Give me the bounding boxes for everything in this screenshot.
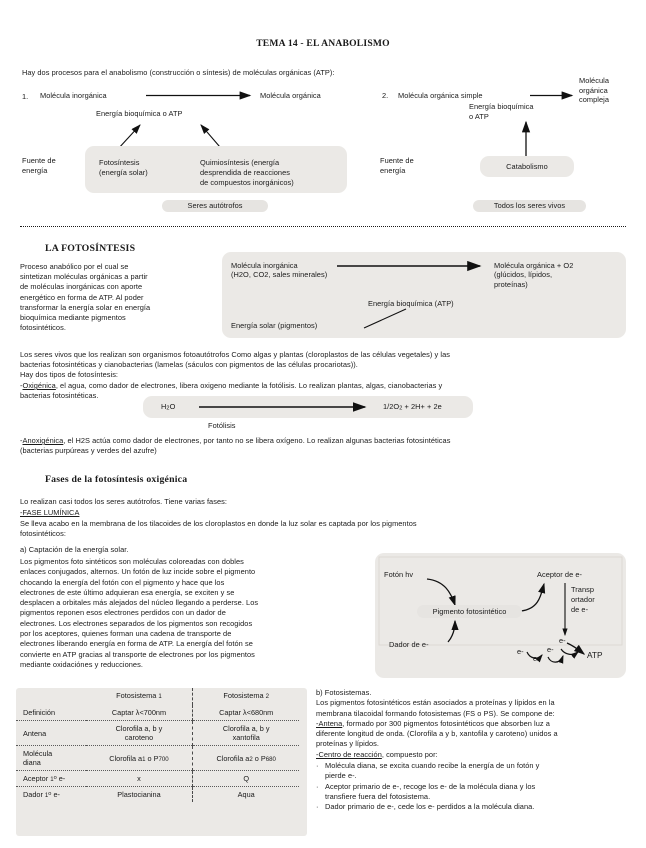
bullet-1-text — [325, 761, 539, 782]
sa-line-4: electrones de este último adquieran esa energía, se exciten y se — [20, 587, 235, 597]
anoxigenica-text-1: , el H2S actúa como dador de electrones, por tanto no se libera oxígeno. Lo realizan algunas bacterias fotosintéticas — [63, 436, 451, 445]
table-row — [16, 721, 299, 746]
bullet-dot-icon: · — [316, 802, 319, 812]
row-label-antena: Antena — [16, 721, 86, 746]
anoxigenica-dash: - — [20, 436, 23, 445]
table-row — [16, 746, 299, 771]
photosynthesis-body — [20, 350, 630, 381]
fotolisis-right: 1/2O2 + 2H+ + 2e — [383, 402, 442, 412]
aceptor-label: Aceptor de e- — [537, 570, 583, 579]
bullet-2-line-2: transfiere fuera del fotosistema. — [325, 791, 431, 801]
energia-line-1: Energía bioquímica — [469, 102, 534, 111]
source2-line-1: Fuente de — [380, 156, 414, 165]
diana-line-1: Molécula — [23, 749, 53, 758]
diana-line-2: diana — [23, 758, 41, 767]
antena-ps2-line-1: Clorofila a, b y — [222, 724, 270, 733]
cell-definicion-ps1: Captar λ<700nm — [86, 705, 193, 721]
source2-line-2: energía — [380, 165, 406, 175]
def-line-3: de moléculas inorgánicas con aporte — [20, 282, 143, 292]
seres-autotrofos-pill: Seres autótrofos — [162, 200, 268, 212]
fotosintesis-label — [99, 158, 148, 178]
electron-label-4: e- — [517, 647, 524, 656]
fotosistemas-heading: b) Fotosistemas. — [316, 688, 372, 697]
antena-row — [316, 719, 636, 729]
antena-text-1: , formado por 300 pigmentos fotosintéticos que absorben luz a — [342, 718, 550, 728]
cell-aceptor-ps1: x — [86, 771, 193, 787]
table-header-row — [16, 688, 299, 705]
atp-label: ATP — [587, 650, 603, 660]
source-line-2: energía — [22, 165, 48, 175]
list-item — [316, 761, 636, 782]
cell-dador-ps2: Aqua — [237, 790, 255, 799]
body-line-2: bacterias fotosintéticas y cianobacterias (lamelas (sáculos con pigmentos de las células procariotas)). — [20, 360, 358, 370]
centro-row — [316, 750, 636, 760]
def-line-6: bioquímica mediante pigmentos — [20, 313, 126, 323]
process-1-number: 1. — [22, 92, 29, 101]
lum-line-1: Se lleva acabo en la membrana de los tilacoides de los cloroplastos en donde la luz solar es captada por los pigmentos — [20, 519, 417, 528]
row-label-aceptor: Aceptor 1$^o$ e- — [16, 771, 86, 787]
antena-ps2-line-2: xantofila — [232, 733, 260, 742]
scheme-right-line-1: Molécula orgánica + O2 — [494, 261, 574, 270]
table-row — [16, 771, 299, 787]
centro-suffix: , compuesto por: — [381, 749, 438, 759]
scheme-left-line-2: (H2O, CO2, sales minerales) — [231, 270, 328, 280]
sa-line-9: electrones liberando energía en forma de ATP. La energía del fotón se — [20, 639, 253, 649]
anabolism-process-2 — [360, 76, 646, 214]
antena-text-3: proteínas y lípidos. — [316, 739, 380, 749]
antena-ps1-line-1: Clorofila a, b y — [115, 724, 163, 733]
dador-label: Dador de e- — [389, 640, 429, 649]
oxigenica-dash: - — [20, 381, 23, 390]
catabolismo-box: Catabolismo — [480, 156, 574, 177]
process-1-right-label: Molécula orgánica — [260, 91, 321, 100]
sa-line-11: mediante oxidaciónes y reducciones. — [20, 659, 143, 669]
molecula-line-1: Molécula — [579, 76, 609, 85]
cell-antena-ps1 — [86, 721, 193, 746]
table-header-ps2: Fotosistema 2 — [223, 691, 270, 700]
cell-antena-ps2 — [193, 721, 299, 746]
bullet-2-line-1: Aceptor primario de e-, recoge los e- de la molécula diana y los — [325, 781, 536, 791]
fase-luminica-text — [20, 519, 630, 539]
antena-ps1-line-2: caroteno — [124, 733, 154, 742]
process-2-number: 2. — [382, 91, 389, 100]
bullet-1-line-1: Molécula diana, se excita cuando recibe la energía de un fotón y — [325, 761, 540, 771]
sa-line-2: enlaces conjugados, alternos. Un fotón de luz incide sobre el pigmento — [20, 567, 256, 577]
fases-heading: Fases de la fotosíntesis oxigénica — [45, 474, 188, 485]
list-item — [316, 802, 636, 812]
def-line-1: Proceso anabólico por el cual se — [20, 262, 129, 271]
sa-line-7: electrones. Los electrones separados de los pigmentos son recogidos — [20, 618, 253, 628]
list-item — [316, 782, 636, 803]
quimio-line-3: de compuestos inorgánicos) — [200, 177, 294, 187]
transportador-label — [571, 585, 595, 614]
foton-label: Fotón hv — [384, 570, 414, 579]
row-label-definicion: Definición — [16, 705, 86, 721]
photosynthesis-definition — [20, 262, 215, 333]
process-2-arrow-label — [469, 102, 534, 122]
energia-line-2: o ATP — [469, 111, 489, 121]
oxigenica-text-1: , el agua, como dador de electrones, libera oxigeno mediante la fotólisis. Lo realizan plantas, algas, cianobacterias y — [55, 381, 443, 390]
sa-line-3: chocando la energía del fotón con el pigmento y hace que los — [20, 577, 225, 587]
anoxigenica-text-2: (bacterias purpúreas y verdes del azufre) — [20, 446, 157, 456]
process-2-left-label: Molécula orgánica simple — [398, 91, 483, 100]
process-1-source-label — [22, 156, 56, 175]
electron-label-2: e- — [547, 645, 554, 654]
def-line-7: fotosintéticos. — [20, 323, 66, 333]
oxigenica-text-2: bacterias fotosintéticas. — [20, 391, 99, 401]
photosynthesis-scheme-box — [222, 252, 626, 338]
quimio-line-1: Quimiosíntesis (energía — [200, 158, 280, 167]
lum-line-2: fotosintéticos: — [20, 529, 66, 539]
table-header-ps1: Fotosistema 1 — [86, 688, 193, 705]
sa-line-1: Los pigmentos foto sintéticos son moléculas coloreadas con dobles — [20, 557, 244, 566]
fotosistemas-block — [316, 688, 636, 813]
transp-line-3: de e- — [571, 604, 589, 614]
photon-electron-diagram — [375, 553, 626, 678]
scheme-right-line-2: (glúcidos, lípidos, — [494, 270, 553, 280]
bullet-2-text — [325, 782, 535, 803]
table-row — [16, 705, 299, 721]
source-line-1: Fuente de — [22, 156, 56, 165]
table-row — [16, 787, 299, 803]
sa-line-10: convierte en ATP gracias al transporte de electrones por los pigmentos — [20, 649, 255, 659]
pigmento-pill: Pigmento fotosintético — [417, 605, 522, 618]
oxigenica-row — [20, 381, 630, 391]
anabolism-process-1 — [0, 84, 360, 214]
anoxigenica-label: Anoxigénica — [22, 436, 64, 445]
table-header-blank — [16, 688, 86, 705]
photosystem-table-container — [16, 688, 307, 836]
def-line-5: transformar la energía solar en energía — [20, 302, 151, 312]
cell-definicion-ps2: Captar λ<680nm — [193, 705, 299, 721]
scheme-right-line-3: proteínas) — [494, 279, 528, 289]
quimiosintesis-label — [200, 158, 294, 187]
transp-line-2: ortador — [571, 594, 595, 604]
fotosistemas-intro-2: membrana tilacoidal formando fotosistemas (FS o PS). Se compone de: — [316, 708, 555, 718]
fases-intro: Lo realizan casi todos los seres autótrofos. Tiene varias fases: — [20, 497, 227, 506]
fotolisis-left: H2O — [161, 402, 176, 412]
cell-diana-ps2: Clorofila a2 o P680 — [193, 746, 299, 771]
process-1-arrow-label: Energía bioquímica o ATP — [96, 109, 183, 118]
scheme-right-label — [494, 261, 573, 289]
section-a-text — [20, 557, 385, 670]
fotolisis-box — [143, 396, 473, 418]
molecula-line-2: orgánica — [579, 85, 608, 95]
electron-label-1: e- — [559, 636, 566, 645]
sa-line-6: pigmentos reponen esos electrones perdidos con un dador de — [20, 608, 226, 618]
antena-text-2: diferente longitud de onda. (Clorofila a y b, xantofila y caroteno) unidos a — [316, 729, 558, 739]
fotosintesis-line-2: (energía solar) — [99, 167, 148, 177]
def-line-4: energético en forma de ATP. Al poder — [20, 292, 144, 302]
molecula-line-3: compleja — [579, 95, 609, 105]
scheme-left-line-1: Molécula inorgánica — [231, 261, 298, 270]
def-line-2: sintetizan moléculas orgánicas a partir — [20, 272, 148, 282]
bullet-dot-icon: · — [316, 761, 319, 771]
centro-label: -Centro de reacción — [316, 749, 382, 759]
body-line-3: Hay dos tipos de fotosíntesis: — [20, 370, 119, 380]
scheme-bottom-label: Energía solar (pigmentos) — [231, 321, 318, 330]
cell-dador-ps1: Plastocianina — [86, 787, 193, 803]
photosynthesis-heading: LA FOTOSÍNTESIS — [45, 243, 136, 254]
scheme-left-label — [231, 261, 327, 280]
todos-seres-vivos-pill: Todos los seres vivos — [473, 200, 586, 212]
photosystem-table — [16, 688, 299, 802]
fotosistemas-intro-1: Los pigmentos fotosintéticos están asociados a proteínas y lípidos en la — [316, 698, 555, 708]
anoxigenica-paragraph — [20, 436, 630, 456]
cell-diana-ps1: Clorofila a1 o P700 — [86, 746, 193, 771]
bullet-dot-icon: · — [316, 781, 319, 791]
page-title: TEMA 14 - EL ANABOLISMO — [256, 38, 390, 49]
process-2-source-label — [380, 156, 414, 175]
fotolisis-arrow-label: Fotólisis — [208, 421, 236, 430]
intro-paragraph: Hay dos procesos para el anabolismo (construcción o síntesis) de moléculas orgánicas (ATP): — [22, 68, 335, 77]
anoxigenica-row — [20, 436, 630, 446]
fase-luminica-label: -FASE LUMÍNICA — [20, 508, 80, 517]
sa-line-5: desplacen a orbitales más alejados del núcleo llegando a perderse. Los — [20, 598, 259, 608]
quimio-line-2: desprendida de reacciones — [200, 167, 290, 177]
row-label-molecula-diana — [16, 746, 86, 771]
process-1-left-label: Molécula inorgánica — [40, 91, 107, 100]
cell-aceptor-ps2: Q — [193, 771, 299, 787]
bullet-1-line-2: pierde e-. — [325, 771, 357, 781]
transp-line-1: Transp — [571, 585, 595, 594]
electron-label-3: e- — [533, 654, 540, 663]
body-line-1: Los seres vivos que los realizan son organismos fotoautótrofos Como algas y plantas (cloroplastos de las células vegetales) y las — [20, 350, 450, 359]
antena-label: -Antena — [316, 718, 343, 728]
sa-line-8: por los aceptores, quienes forman una cadena de transporte de — [20, 629, 232, 639]
bullet-3-text: Dador primario de e-, cede los e- perdidos a la molécula diana. — [325, 802, 535, 812]
row-label-dador: Dador 1$^o$ e- — [23, 790, 60, 799]
scheme-mid-label: Energía bioquímica (ATP) — [368, 299, 454, 308]
oxigenica-label: Oxigénica — [22, 381, 56, 390]
autotrophs-box — [85, 146, 347, 193]
fotosintesis-line-1: Fotosíntesis — [99, 158, 140, 167]
section-divider-1 — [20, 226, 626, 227]
section-a-heading: a) Captación de la energía solar. — [20, 545, 129, 554]
